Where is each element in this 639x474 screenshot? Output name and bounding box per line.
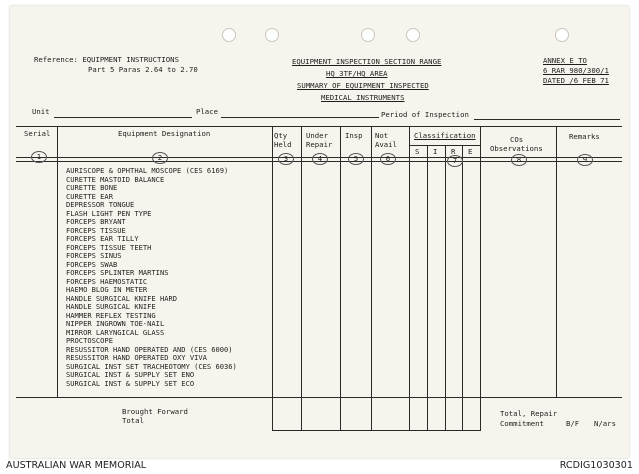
col-header-held: Held [274,140,292,149]
list-item: HAEMO BLOG IN METER [66,285,148,294]
title-line-1: EQUIPMENT INSPECTION SECTION RANGE [292,57,442,66]
punch-hole [406,28,420,42]
col-header-observations: Observations [490,144,543,153]
punch-hole [222,28,236,42]
bf-label: B/F [566,419,580,428]
list-item: CURETTE MASTOID BALANCE [66,174,165,184]
commitment-label: Commitment [500,419,544,428]
col-header-class-s: S [415,147,420,156]
col-divider [556,126,557,398]
col-header-avail: Avail [375,140,397,149]
list-item: FORCEPS SINUS [66,251,122,260]
col-divider [272,126,273,431]
table-footer-rule [16,397,622,398]
list-item: CURETTE EAR [66,191,113,201]
list-item: HAMMER REFLEX TESTING [66,310,156,320]
list-item: SURGICAL INST & SUPPLY SET ECO [66,378,195,388]
list-item: NIPPER INGROWN TOE-NAIL [66,319,165,328]
list-item: FLASH LIGHT PEN TYPE [66,208,152,218]
col-divider [301,126,302,431]
list-item: AURISCOPE & OPHTHAL MOSCOPE (CES 6169) [66,166,229,175]
unit-label: Unit [32,107,50,116]
col-header-classification: Classification [414,131,476,140]
col-number: 3 [278,153,294,165]
title-line-4: MEDICAL INSTRUMENTS [321,93,405,102]
col-header-qty: Qty [274,131,288,140]
title-line-2: HQ 3TF/HQ AREA [326,69,388,78]
col-header-class-i: I [433,147,438,156]
col-divider [445,145,446,431]
list-item: DEPRESSOR TONGUE [66,200,135,209]
col-header-cos: COs [510,135,524,144]
table-bottom-rule [272,430,480,431]
col-number: 1 [31,151,47,163]
reference-label: Reference: EQUIPMENT INSTRUCTIONS [34,55,179,64]
col-number: 8 [511,154,527,166]
col-header-remarks: Remarks [569,132,600,141]
brought-forward-label: Brought Forward [122,407,188,416]
col-divider [340,126,341,431]
col-header-designation: Equipment Designation [118,129,211,138]
total-repair-label: Total, Repair [500,409,558,418]
list-item: FORCEPS TISSUE [66,225,126,235]
col-header-under: Under [306,131,328,140]
unit-underline [54,117,192,118]
col-header-serial: Serial [24,129,51,138]
document-sheet [10,6,629,458]
col-number: 7 [447,155,463,167]
list-item: SURGICAL INST SET TRACHEOTOMY (CES 6036) [66,361,237,371]
classification-rule [409,145,480,146]
list-item: FORCEPS BRYANT [66,217,126,226]
reference-paras: Part 5 Paras 2.64 to 2.70 [88,65,198,74]
col-header-repair: Repair [306,140,333,149]
punch-hole [555,28,569,42]
title-line-3: SUMMARY OF EQUIPMENT INSPECTED [297,81,429,90]
col-header-not: Not [375,131,389,140]
col-divider [371,126,372,431]
table-top-rule [16,126,622,127]
annex-line-3: DATED /6 FEB 71 [543,76,609,85]
list-item: FORCEPS TISSUE TEETH [66,242,152,252]
watermark-right: RCDIG1030301 [559,460,633,471]
col-divider [462,145,463,431]
col-number: 2 [152,152,168,164]
col-header-class-r: R [451,147,456,156]
annex-line-2: 6 RAR 980/300/1 [543,66,609,75]
watermark-left: AUSTRALIAN WAR MEMORIAL [6,460,147,471]
col-divider [57,126,58,398]
equipment-list [66,167,237,388]
col-number: 9 [577,154,593,166]
list-item: MIRROR LARYNGICAL GLASS [66,327,165,337]
col-header-insp: Insp [345,131,363,140]
col-number: 5 [348,153,364,165]
annex-line-1: ANNEX E TO [543,56,587,65]
list-item: RESUSSITOR HAND OPERATED OXY VIVA [66,353,207,362]
list-item: FORCEPS SPLINTER MARTINS [66,268,169,277]
list-item: FORCEPS SWAB [66,259,118,269]
place-label: Place [196,107,218,116]
col-header-class-e: E [468,147,473,156]
list-item: SURGICAL INST & SUPPLY SET ENO [66,370,195,379]
punch-hole [265,28,279,42]
nars-label: N/ars [594,419,616,428]
list-item: CURETTE BONE [66,183,118,192]
list-item: FORCEPS HAEMOSTATIC [66,276,148,286]
list-item: PROCTOSCOPE [66,336,113,345]
period-label: Period of Inspection [381,110,469,119]
list-item: HANDLE SURGICAL KNIFE HARD [66,293,178,303]
period-underline [474,119,620,120]
place-underline [221,117,379,118]
col-number: 6 [380,153,396,165]
punch-hole [361,28,375,42]
list-item: RESUSSITOR HAND OPERATED AND (CES 6000) [66,344,233,354]
col-divider [480,126,481,431]
col-number: 4 [312,153,328,165]
col-divider [427,145,428,431]
list-item: FORCEPS EAR TILLY [66,234,139,243]
list-item: HANDLE SURGICAL KNIFE [66,302,156,311]
total-label: Total [122,416,144,425]
col-divider [409,126,410,431]
